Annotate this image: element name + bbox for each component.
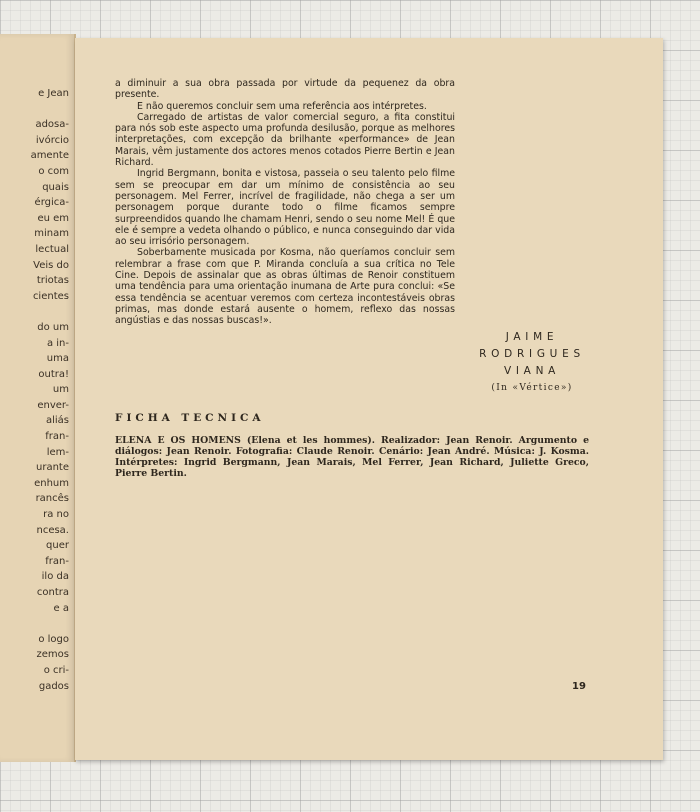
left-line: quer	[46, 540, 69, 552]
left-line: enhum	[34, 477, 69, 489]
author-source: (In «Vértice»)	[491, 383, 573, 393]
left-line: quais	[42, 181, 69, 193]
left-line: enver-	[37, 399, 69, 411]
author-signature	[472, 329, 592, 397]
left-line: érgica-	[34, 197, 69, 209]
left-line: a in-	[46, 337, 69, 349]
left-page-text	[31, 86, 69, 694]
left-line: um	[52, 384, 69, 396]
left-line: uma	[46, 353, 69, 365]
left-line	[31, 616, 69, 632]
left-line: ivórcio	[35, 134, 69, 146]
left-line: Veis do	[33, 259, 69, 271]
author-middle-name: RODRIGUES	[479, 348, 585, 360]
left-line: urante	[36, 462, 69, 474]
left-line: do um	[37, 321, 69, 333]
left-line: e a	[53, 602, 69, 614]
left-line: contra	[36, 587, 69, 598]
left-line: lectual	[35, 243, 69, 255]
ficha-tecnica-heading: FICHA TECNICA	[115, 412, 265, 424]
left-line: fran-	[45, 555, 69, 567]
paragraph: Carregado de artistas de valor comercial seguro, a fita constitui para nós sob este aspecto uma profunda desilusão, porque as melhores interpretações, com excepção da brilhante «performance» de Jean Marais, vêm justamente dos actores menos cotados Pierre Bertin e Jean Richard.	[115, 111, 455, 169]
left-line: eu em	[37, 212, 69, 224]
author-last-name: VIANA	[503, 365, 561, 377]
left-line	[31, 304, 69, 320]
left-line: o logo	[38, 633, 69, 645]
left-line: e Jean	[38, 88, 69, 99]
left-line: ra no	[43, 509, 69, 521]
left-line	[31, 102, 69, 118]
left-line: ncesa.	[36, 524, 69, 536]
left-line: triotas	[36, 275, 69, 287]
page-number: 19	[572, 681, 586, 692]
left-line: fran-	[45, 431, 69, 443]
article-body	[115, 78, 455, 327]
paragraph: Ingrid Bergmann, bonita e vistosa, passeia o seu talento pelo filme sem se preocupar em dar um mínimo de consistência ao seu personagem. Mel Ferrer, incrível de fragilidade, não chega a ser um personagem porque durante todo o filme ficamos sempre surpreendidos quando lhe chamam Henri, sendo o seu nome Mel! É que ele é sempre a vedeta olhando o público, e nunca conseguindo dar vida ao seu irrisório personagem.	[115, 168, 455, 248]
left-line: gados	[38, 680, 69, 692]
left-line: aliás	[45, 415, 69, 427]
left-line: ilo da	[41, 571, 69, 583]
author-first-name: JAIME	[505, 331, 559, 343]
left-line: outra!	[38, 368, 69, 380]
left-line: lem-	[46, 446, 69, 458]
left-line: cientes	[32, 290, 69, 302]
left-line: zemos	[36, 649, 69, 661]
paragraph: E não queremos concluir sem uma referência aos intérpretes.	[137, 100, 427, 112]
left-line: o com	[38, 165, 69, 177]
left-line: adosa-	[35, 119, 69, 131]
paragraph: a diminuir a sua obra passada por virtude da pequenez da obra presente.	[115, 78, 455, 101]
left-line: minam	[34, 228, 69, 240]
left-line: amente	[30, 150, 69, 162]
left-line: o cri-	[43, 664, 69, 676]
ficha-tecnica-text: ELENA E OS HOMENS (Elena et les hommes). Realizador: Jean Renoir. Argumento e diálogos: Jean Renoir. Fotografia: Claude Renoir. Cenário: Jean André. Música: J. Kosma. Intérpretes: Ingrid Bergmann, Jean Marais, Mel Ferrer, Jean Richard, Juliette Greco, Pierre Bertin.	[115, 435, 589, 479]
right-page	[75, 38, 663, 760]
left-page	[0, 34, 76, 762]
left-line: rancês	[35, 493, 69, 505]
paragraph: Soberbamente musicada por Kosma, não queríamos concluir sem relembrar a frase com que P. Miranda concluía a sua crítica no Tele Cine. Depois de assinalar que as obras últimas de Renoir constituem uma tendência para uma orientação inumana de Arte pura conclui: «Se essa tendência se acentuar veremos com certeza incontestáveis obras primas, mas donde estará ausente o homem, reflexo das nossas angústias e das nossas buscas!».	[115, 247, 455, 327]
